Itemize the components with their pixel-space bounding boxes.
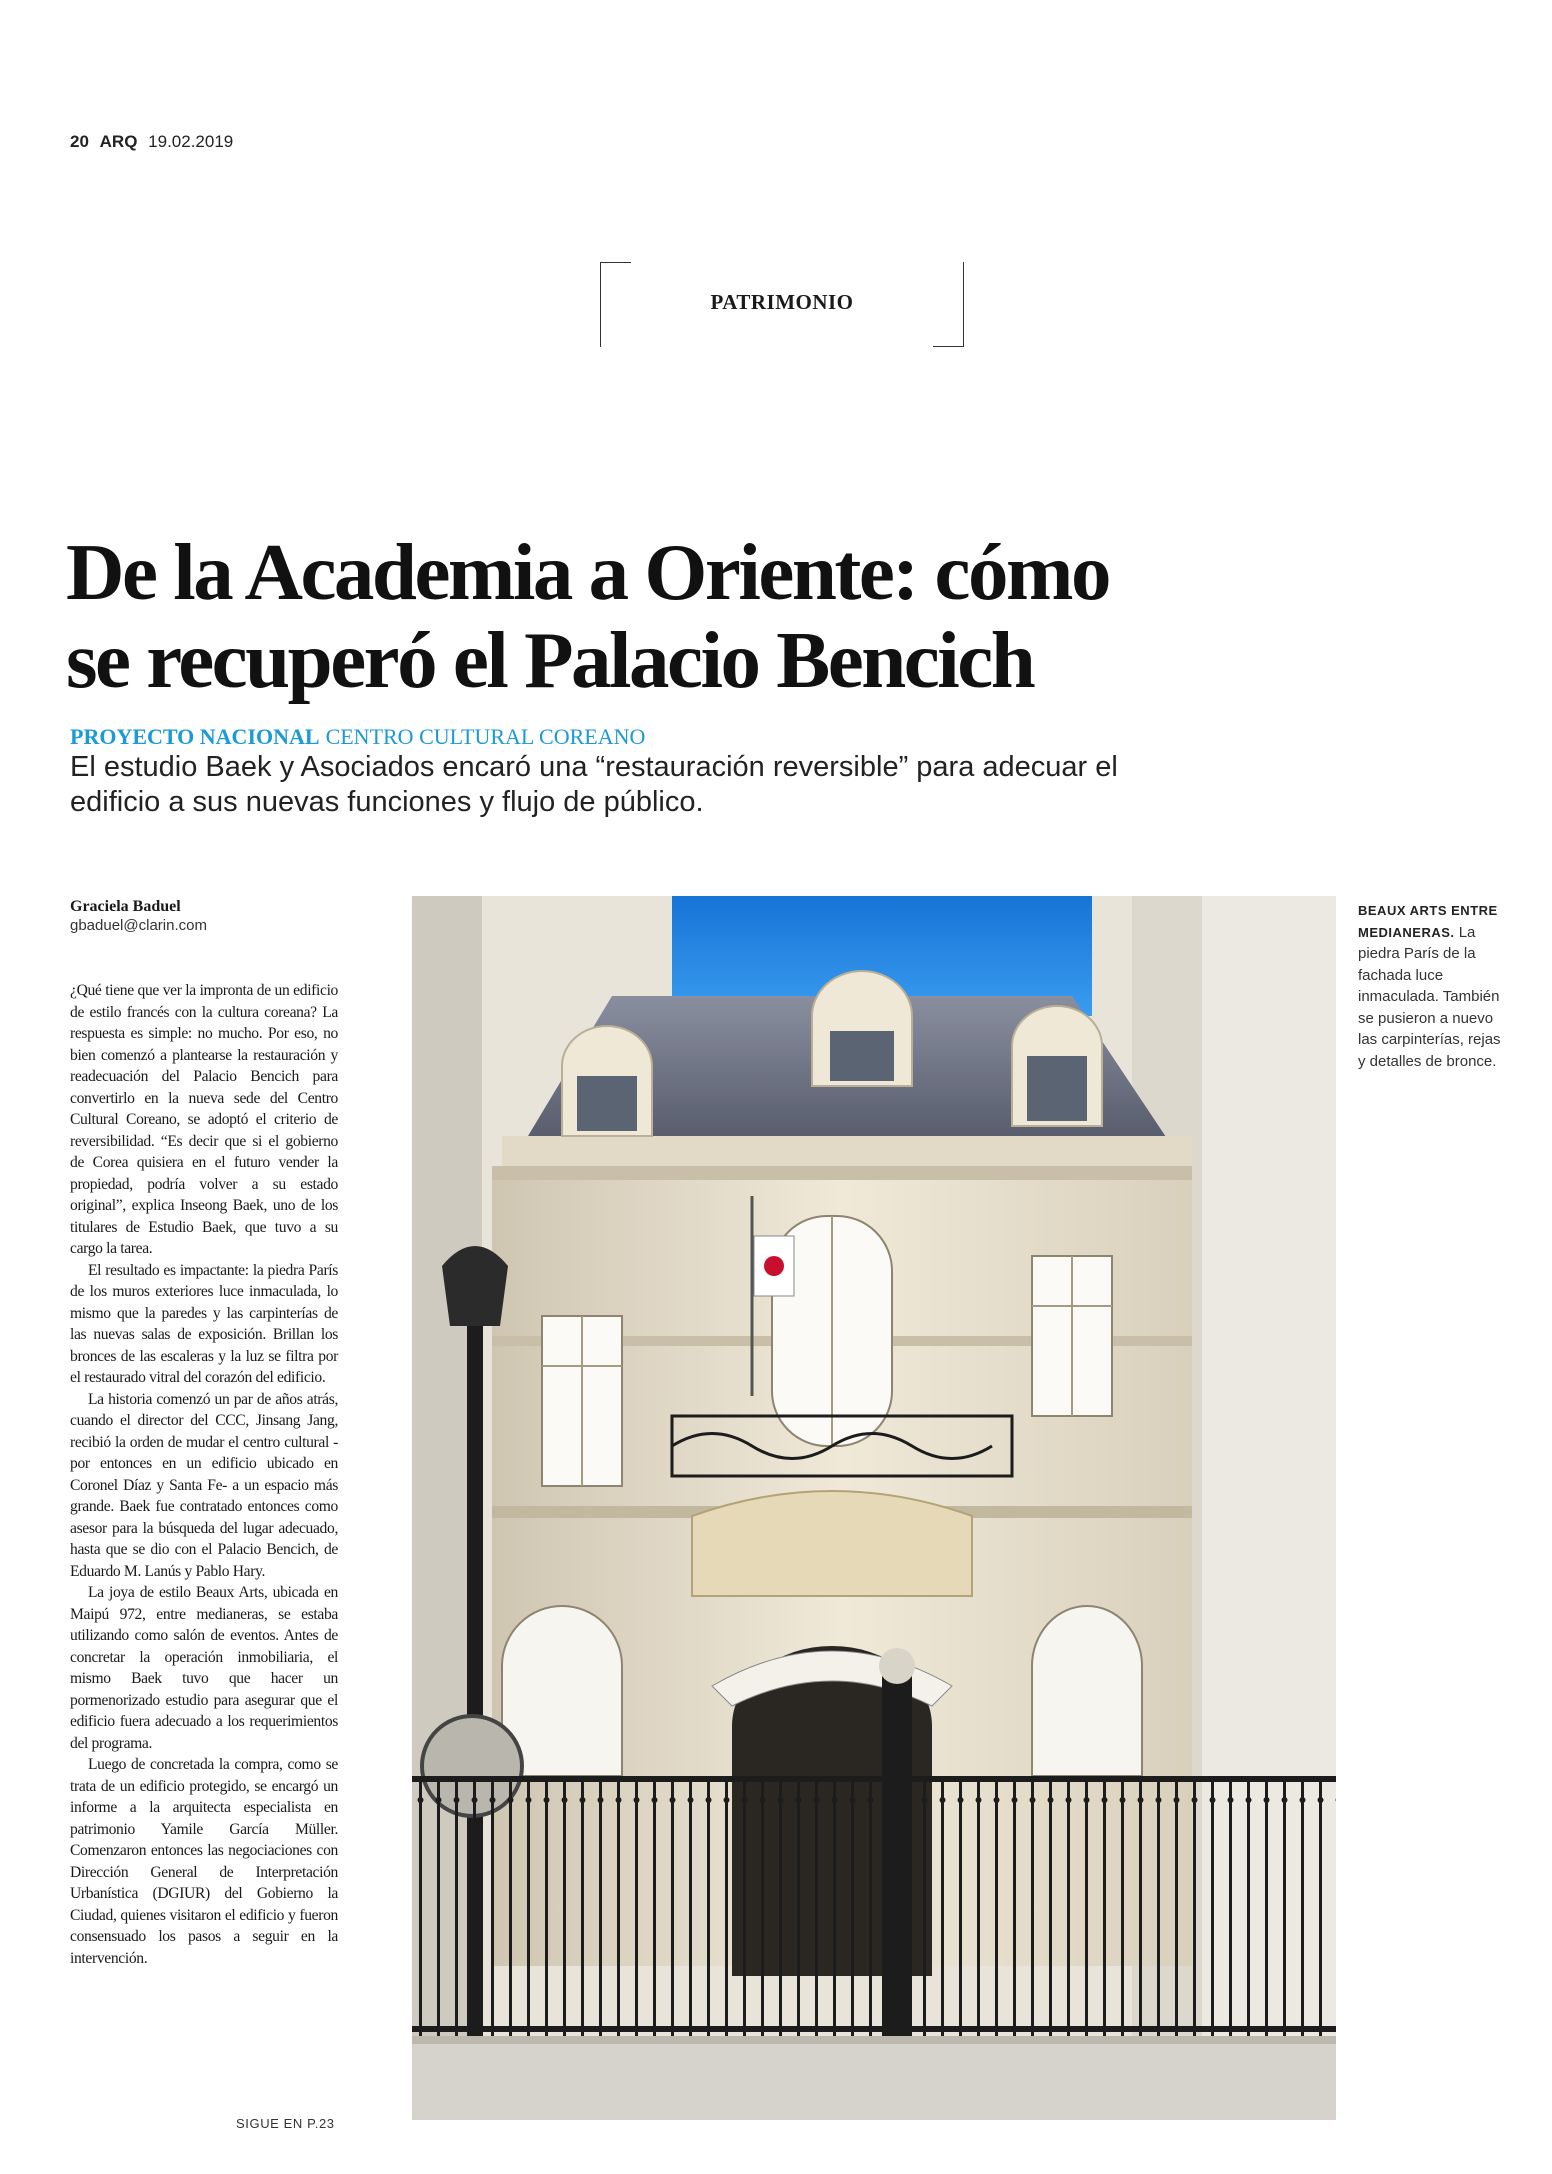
photo-caption xyxy=(1358,900,1508,1072)
continue-note: SIGUE EN P.23 xyxy=(236,2116,335,2131)
paragraph-4: La joya de estilo Beaux Arts, ubicada en Maipú 972, entre medianeras, se estaba utilizando como salón de eventos. Antes de concretar la operación inmobiliaria, el mismo Baek tuvo que hacer un pormenorizado estudio para asegurar que el edificio fuera adecuado a los requerimientos del programa. xyxy=(70,1584,338,1752)
headline xyxy=(66,528,1366,704)
page-folio xyxy=(70,132,233,152)
author-email: gbaduel@clarin.com xyxy=(70,917,207,934)
headline-line-2: se recuperó el Palacio Bencich xyxy=(66,615,1034,705)
byline xyxy=(70,898,207,934)
paragraph-3: La historia comenzó un par de años atrás, cuando el director del CCC, Jinsang Jang, recibió la orden de mudar el centro cultural -por entonces en un edificio ubicado en Coronel Díaz y Santa Fe- a un espacio más grande. Baek fue contratado entonces como asesor para la búsqueda del lugar adecuado, hasta que se dio con el Palacio Bencich, de Eduardo M. Lanús y Pablo Hary. xyxy=(70,1390,338,1580)
paragraph-2: El resultado es impactante: la piedra París de los muros exteriores luce inmaculada, lo mismo que la paredes y las carpinterías de las nuevas salas de exposición. Brillan los bronces de las escaleras y la luz se filtra por el restaurado vitral del corazón del edificio. xyxy=(70,1261,338,1386)
kicker xyxy=(70,724,645,750)
headline-line-1: De la Academia a Oriente: cómo xyxy=(66,527,1109,617)
palace-facade-illustration xyxy=(412,896,1336,2120)
palace-photo xyxy=(412,896,1336,2120)
article-body xyxy=(70,980,338,1969)
deck: El estudio Baek y Asociados encaró una “restauración reversible” para adecuar el edificio a sus nuevas funciones y flujo de público. xyxy=(70,751,1118,818)
section-label: PATRIMONIO xyxy=(710,290,854,314)
issue-date: 19.02.2019 xyxy=(148,132,234,151)
page-number: 20 xyxy=(70,132,89,151)
paragraph-1: ¿Qué tiene que ver la impronta de un edificio de estilo francés con la cultura coreana? La respuesta es simple: no mucho. Por eso, no bien comenzó a plantearse la restauración y readecuación del Palacio Bencich para convertirlo en la nueva sede del Centro Cultural Coreano, se adoptó el criterio de reversibilidad. “Es decir que si el gobierno de Corea quisiera en el futuro vender la propiedad, podría volver a su estado original”, explica Inseong Baek, uno de los titulares de Estudio Baek, que tuvo a su cargo la tarea. xyxy=(70,982,338,1257)
caption-text: La piedra París de la fachada luce inmaculada. También se pusieron a nuevo las carpinterías, rejas y detalles de bronce. xyxy=(1358,923,1501,1070)
kicker-secondary: CENTRO CULTURAL COREANO xyxy=(325,724,646,749)
author-name: Graciela Baduel xyxy=(70,898,181,915)
paragraph-5: Luego de concretada la compra, como se trata de un edificio protegido, se encargó un informe a la arquitecta especialista en patrimonio Yamile García Müller. Comenzaron entonces las negociaciones con Dirección General de Interpretación Urbanística (DGIUR) del Gobierno la Ciudad, quienes visitaron el edificio y fueron consensuado los pasos a seguir en la intervención. xyxy=(70,1756,338,1967)
section-code: ARQ xyxy=(99,132,138,151)
caption-lead: BEAUX ARTS ENTRE MEDIANERAS. xyxy=(1358,903,1498,940)
section-label-box xyxy=(600,262,964,346)
kicker-primary: PROYECTO NACIONAL xyxy=(70,724,320,749)
